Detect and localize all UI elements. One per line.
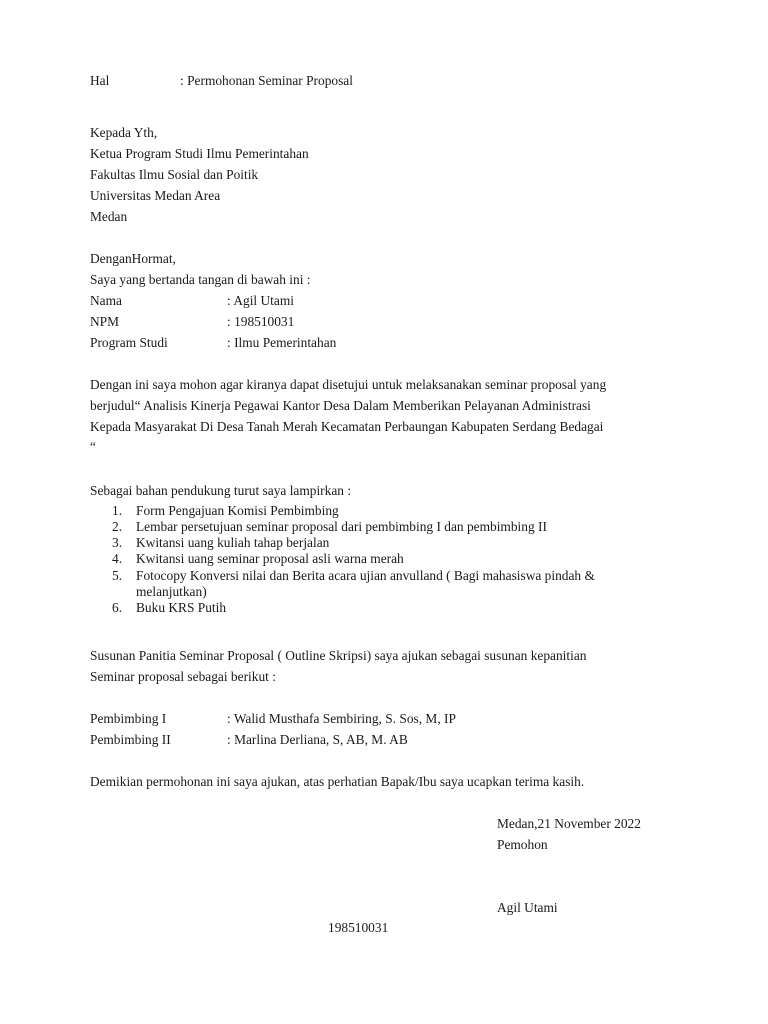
recipient-line: Universitas Medan Area: [90, 188, 221, 203]
list-number: 4.: [112, 551, 123, 566]
committee-line: Seminar proposal sebagai berikut :: [90, 669, 276, 684]
salutation: DenganHormat,: [90, 251, 176, 266]
signature-name: Agil Utami: [497, 900, 558, 915]
closing-text: Demikian permohonan ini saya ajukan, atas perhatian Bapak/Ibu saya ucapkan terima kasih.: [90, 774, 585, 789]
supervisor-value: : Walid Musthafa Sembiring, S. Sos, M, IP: [227, 711, 456, 726]
committee-line: Susunan Panitia Seminar Proposal ( Outline Skripsi) saya ajukan sebagai susunan kepanitian: [90, 648, 587, 663]
supervisor-value: : Marlina Derliana, S, AB, M. AB: [227, 732, 408, 747]
identity-value: : Ilmu Pemerintahan: [227, 335, 337, 350]
request-line: “: [90, 439, 96, 454]
identity-label: Program Studi: [90, 335, 168, 350]
request-line: Kepada Masyarakat Di Desa Tanah Merah Kecamatan Perbaungan Kabupaten Serdang Bedagai: [90, 419, 604, 434]
list-item: Lembar persetujuan seminar proposal dari pembimbing I dan pembimbing II: [136, 519, 547, 534]
subject-value: : Permohonan Seminar Proposal: [180, 73, 353, 88]
supervisor-label: Pembimbing II: [90, 732, 171, 747]
identity-value: : Agil Utami: [227, 293, 294, 308]
list-number: 2.: [112, 519, 123, 534]
list-item: Kwitansi uang seminar proposal asli warna merah: [136, 551, 404, 566]
identity-value: : 198510031: [227, 314, 295, 329]
list-number: 5.: [112, 568, 123, 583]
list-number: 3.: [112, 535, 123, 550]
list-item: Form Pengajuan Komisi Pembimbing: [136, 503, 339, 518]
supervisor-label: Pembimbing I: [90, 711, 167, 726]
list-number: 6.: [112, 600, 123, 615]
signature-npm: 198510031: [328, 920, 389, 935]
signature-place-date: Medan,21 November 2022: [497, 816, 641, 831]
request-line: berjudul“ Analisis Kinerja Pegawai Kantor Desa Dalam Memberikan Pelayanan Administrasi: [90, 398, 591, 413]
list-number: 1.: [112, 503, 123, 518]
list-item: Buku KRS Putih: [136, 600, 227, 615]
subject-label: Hal: [90, 73, 110, 88]
list-item: Kwitansi uang kuliah tahap berjalan: [136, 535, 330, 550]
recipient-line: Ketua Program Studi Ilmu Pemerintahan: [90, 146, 309, 161]
recipient-greeting: Kepada Yth,: [90, 125, 158, 140]
identity-label: NPM: [90, 314, 120, 329]
identity-label: Nama: [90, 293, 122, 308]
list-item-continuation: melanjutkan): [136, 584, 207, 599]
recipient-line: Fakultas Ilmu Sosial dan Poitik: [90, 167, 259, 182]
request-line: Dengan ini saya mohon agar kiranya dapat disetujui untuk melaksanakan seminar proposal yang: [90, 377, 607, 392]
attachments-intro: Sebagai bahan pendukung turut saya lampirkan :: [90, 483, 352, 498]
signature-role: Pemohon: [497, 837, 548, 852]
list-item: Fotocopy Konversi nilai dan Berita acara ujian anvulland ( Bagi mahasiswa pindah &: [136, 568, 595, 583]
recipient-line: Medan: [90, 209, 128, 224]
intro-text: Saya yang bertanda tangan di bawah ini :: [90, 272, 311, 287]
